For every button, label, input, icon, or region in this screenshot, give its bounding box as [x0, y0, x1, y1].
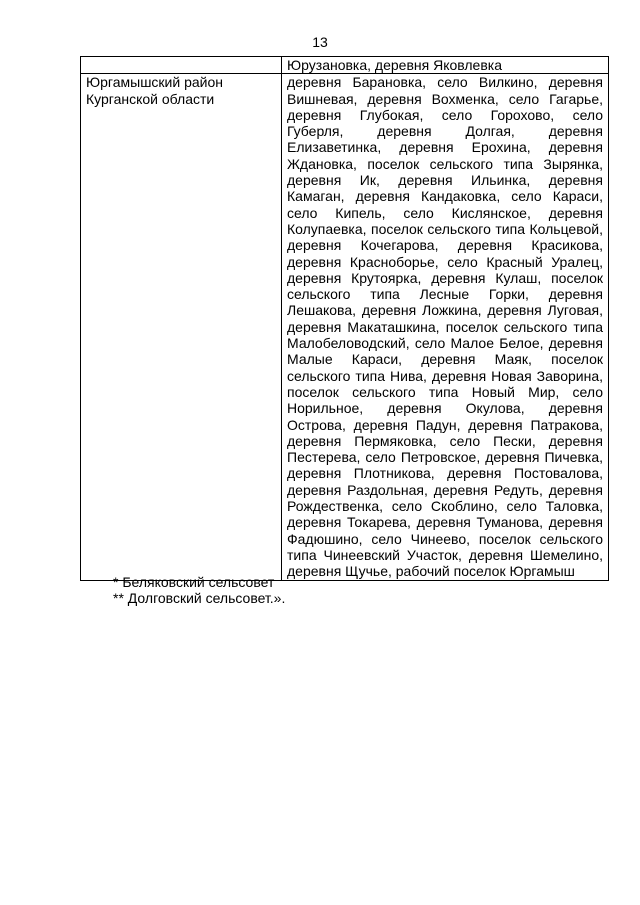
- places-cell: деревня Барановка, село Вилкино, деревня Вишневая, деревня Вохменка, село Гагарье, деревня Глубокая, село Горохово, село Губерля, деревня Долгая, деревня Елизаветинка, деревня Ерохина, деревня Ждановка, поселок сельского типа Зырянка, деревня Ик, деревня Ильинка, деревня Камаган, деревня Кандаковка, село Караси, село Кипель, село Кислянское, деревня Колупаевка, поселок сельского типа Кольцевой, деревня Кочегарова, деревня Красикова, деревня Красноборье, село Красный Уралец, деревня Крутоярка, деревня Кулаш, поселок сельского типа Лесные Горки, деревня Лешакова, деревня Ложкина, деревня Луговая, деревня Макаташкина, поселок сельского типа Малобеловодский, село Малое Белое, деревня Малые Караси, деревня Маяк, поселок сельского типа Нива, деревня Новая Заворина, поселок сельского типа Новый Мир, село Норильное, деревня Окулова, деревня Острова, деревня Падун, деревня Патракова, деревня Пермяковка, село Пески, деревня Пестерева, село Петровское, деревня Пичевка, деревня Плотникова, деревня Постовалова, деревня Раздольная, деревня Редуть, деревня Рождественка, село Скоблино, село Таловка, деревня Токарева, деревня Туманова, деревня Фадюшино, село Чинеево, поселок сельского типа Чинеевский Участок, деревня Шемелино, деревня Щучье, рабочий поселок Юргамыш: [282, 74, 609, 580]
- region-cell: Юргамышский район Курганской области: [81, 74, 282, 580]
- footnote-1: * Беляковский сельсовет: [113, 574, 275, 590]
- settlements-table: [80, 56, 609, 581]
- table-row-continuation: [81, 57, 609, 74]
- table-row: [81, 74, 609, 580]
- footnotes: [113, 574, 285, 607]
- continuation-region-cell: [81, 57, 282, 74]
- page-number: 13: [312, 34, 328, 50]
- footnote-2: ** Долговский сельсовет.».: [113, 590, 286, 607]
- continuation-places-cell: Юрузановка, деревня Яковлевка: [282, 57, 609, 74]
